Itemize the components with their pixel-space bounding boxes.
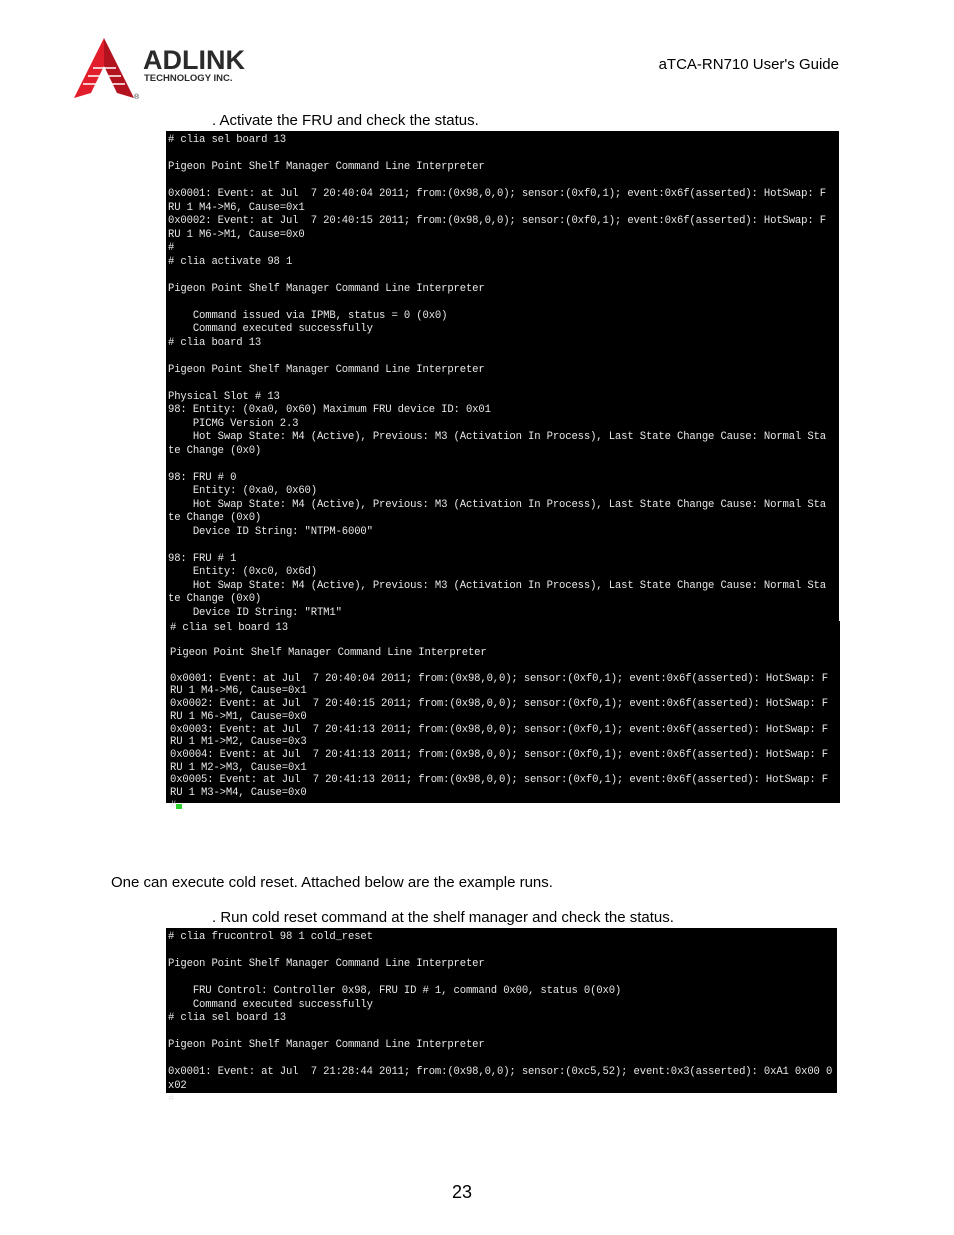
terminal-line: RU 1 M4->M6, Cause=0x1 (170, 685, 307, 698)
terminal-line: te Change (0x0) (168, 444, 262, 457)
terminal-line: 0x0004: Event: at Jul 7 20:41:13 2011; from:(0x98,0,0); sensor:(0xf0,1); event:0x6f(asserted): HotSwap: F (170, 748, 828, 761)
terminal-line: Device ID String: "NTPM-6000" (168, 525, 373, 538)
terminal-line: # clia sel board 13 (168, 134, 286, 146)
terminal-line (168, 458, 839, 472)
terminal-line: # (168, 242, 175, 254)
terminal-line (168, 175, 839, 189)
terminal-line: RU 1 M3->M4, Cause=0x0 (170, 786, 307, 799)
terminal-line (170, 660, 840, 673)
terminal-line: Device ID String: "RTM1" (168, 606, 342, 619)
terminal-line: RU 1 M2->M3, Cause=0x1 (170, 761, 307, 774)
registered-mark: ® (134, 94, 140, 101)
document-title: aTCA-RN710 User's Guide (658, 56, 839, 73)
terminal-line (168, 350, 839, 364)
terminal-line: # (168, 1093, 175, 1105)
terminal-line: Command issued via IPMB, status = 0 (0x0) (168, 309, 448, 322)
terminal-line: # clia sel board 13 (170, 622, 288, 634)
terminal-line: Physical Slot # 13 (168, 390, 280, 403)
terminal-line (168, 148, 839, 162)
terminal-line: 98: FRU # 1 (168, 552, 237, 565)
terminal-line: # (170, 800, 840, 813)
terminal-line (168, 296, 839, 310)
terminal-screenshot-cold-reset (166, 928, 837, 1105)
terminal-line: 98: Entity: (0xa0, 0x60) Maximum FRU device ID: 0x01 (168, 404, 491, 416)
terminal-line: 0x0001: Event: at Jul 7 20:40:04 2011; from:(0x98,0,0); sensor:(0xf0,1); event:0x6f(asserted): HotSwap: F (168, 188, 826, 200)
terminal-line: RU 1 M6->M1, Cause=0x0 (170, 710, 307, 723)
terminal-line: 0x0001: Event: at Jul 7 21:28:44 2011; from:(0x98,0,0); sensor:(0xc5,52); event:0x3(asserted): 0xA1 0x00 0 (168, 1066, 833, 1078)
terminal-line: 98: FRU # 0 (168, 471, 237, 484)
terminal-line: # clia frucontrol 98 1 cold_reset (168, 931, 373, 943)
terminal-line (168, 972, 837, 986)
terminal-line: 0x0005: Event: at Jul 7 20:41:13 2011; from:(0x98,0,0); sensor:(0xf0,1); event:0x6f(asserted): HotSwap: F (170, 774, 828, 787)
terminal-line (168, 539, 839, 553)
terminal-line: te Change (0x0) (168, 512, 262, 524)
terminal-line (168, 1026, 837, 1040)
terminal-line: Pigeon Point Shelf Manager Command Line Interpreter (168, 282, 485, 295)
terminal-line: # clia sel board 13 (168, 1012, 286, 1024)
terminal-line: Command executed successfully (168, 323, 373, 335)
terminal-line: Pigeon Point Shelf Manager Command Line Interpreter (168, 1039, 485, 1051)
terminal-line: # clia activate 98 1 (168, 255, 293, 268)
logo-wordmark: ADLINK (143, 45, 245, 75)
terminal-line: te Change (0x0) (168, 593, 262, 605)
terminal-line: Pigeon Point Shelf Manager Command Line Interpreter (168, 161, 485, 173)
terminal-line (168, 269, 839, 283)
terminal-line: FRU Control: Controller 0x98, FRU ID # 1, command 0x00, status 0(0x0) (168, 985, 622, 997)
terminal-line: Hot Swap State: M4 (Active), Previous: M3 (Activation In Process), Last State Change Cause: Normal Sta (168, 431, 826, 443)
intro-paragraph: One can execute cold reset. Attached below are the example runs. (111, 874, 553, 891)
terminal-screenshot-sel (166, 621, 840, 812)
terminal-line (168, 1053, 837, 1067)
terminal-screenshot-activate (166, 131, 839, 621)
terminal-line: 0x0002: Event: at Jul 7 20:40:15 2011; from:(0x98,0,0); sensor:(0xf0,1); event:0x6f(asserted): HotSwap: F (168, 215, 826, 227)
terminal-line: # clia board 13 (168, 336, 262, 349)
terminal-line: Entity: (0xc0, 0x6d) (168, 566, 317, 578)
terminal-line (168, 377, 839, 391)
terminal-line: Pigeon Point Shelf Manager Command Line Interpreter (170, 647, 487, 660)
terminal-line: PICMG Version 2.3 (168, 417, 299, 430)
terminal-line: Command executed successfully (168, 998, 373, 1011)
terminal-line: RU 1 M1->M2, Cause=0x3 (170, 736, 307, 749)
terminal-line: Pigeon Point Shelf Manager Command Line Interpreter (168, 958, 485, 970)
terminal-line: 0x0002: Event: at Jul 7 20:40:15 2011; from:(0x98,0,0); sensor:(0xf0,1); event:0x6f(asserted): HotSwap: F (170, 698, 828, 711)
terminal-line: Entity: (0xa0, 0x60) (168, 485, 317, 497)
terminal-cursor (176, 804, 182, 809)
page-number: 23 (451, 1182, 473, 1202)
step2-caption: . Run cold reset command at the shelf manager and check the status. (212, 909, 674, 926)
terminal-line: Pigeon Point Shelf Manager Command Line Interpreter (168, 363, 485, 376)
terminal-line (168, 945, 837, 959)
adlink-logo (74, 36, 284, 102)
terminal-line: Hot Swap State: M4 (Active), Previous: M3 (Activation In Process), Last State Change Cause: Normal Sta (168, 498, 826, 511)
terminal-line: Hot Swap State: M4 (Active), Previous: M3 (Activation In Process), Last State Change Cause: Normal Sta (168, 579, 826, 592)
terminal-line: RU 1 M6->M1, Cause=0x0 (168, 228, 305, 241)
terminal-line (170, 635, 840, 648)
terminal-line: x02 (168, 1079, 187, 1092)
terminal-line: 0x0003: Event: at Jul 7 20:41:13 2011; from:(0x98,0,0); sensor:(0xf0,1); event:0x6f(asserted): HotSwap: F (170, 723, 828, 736)
logo-subtext: TECHNOLOGY INC. (144, 73, 233, 84)
terminal-line: RU 1 M4->M6, Cause=0x1 (168, 201, 305, 214)
step1-caption: . Activate the FRU and check the status. (212, 112, 479, 129)
terminal-line: 0x0001: Event: at Jul 7 20:40:04 2011; from:(0x98,0,0); sensor:(0xf0,1); event:0x6f(asserted): HotSwap: F (170, 672, 828, 685)
